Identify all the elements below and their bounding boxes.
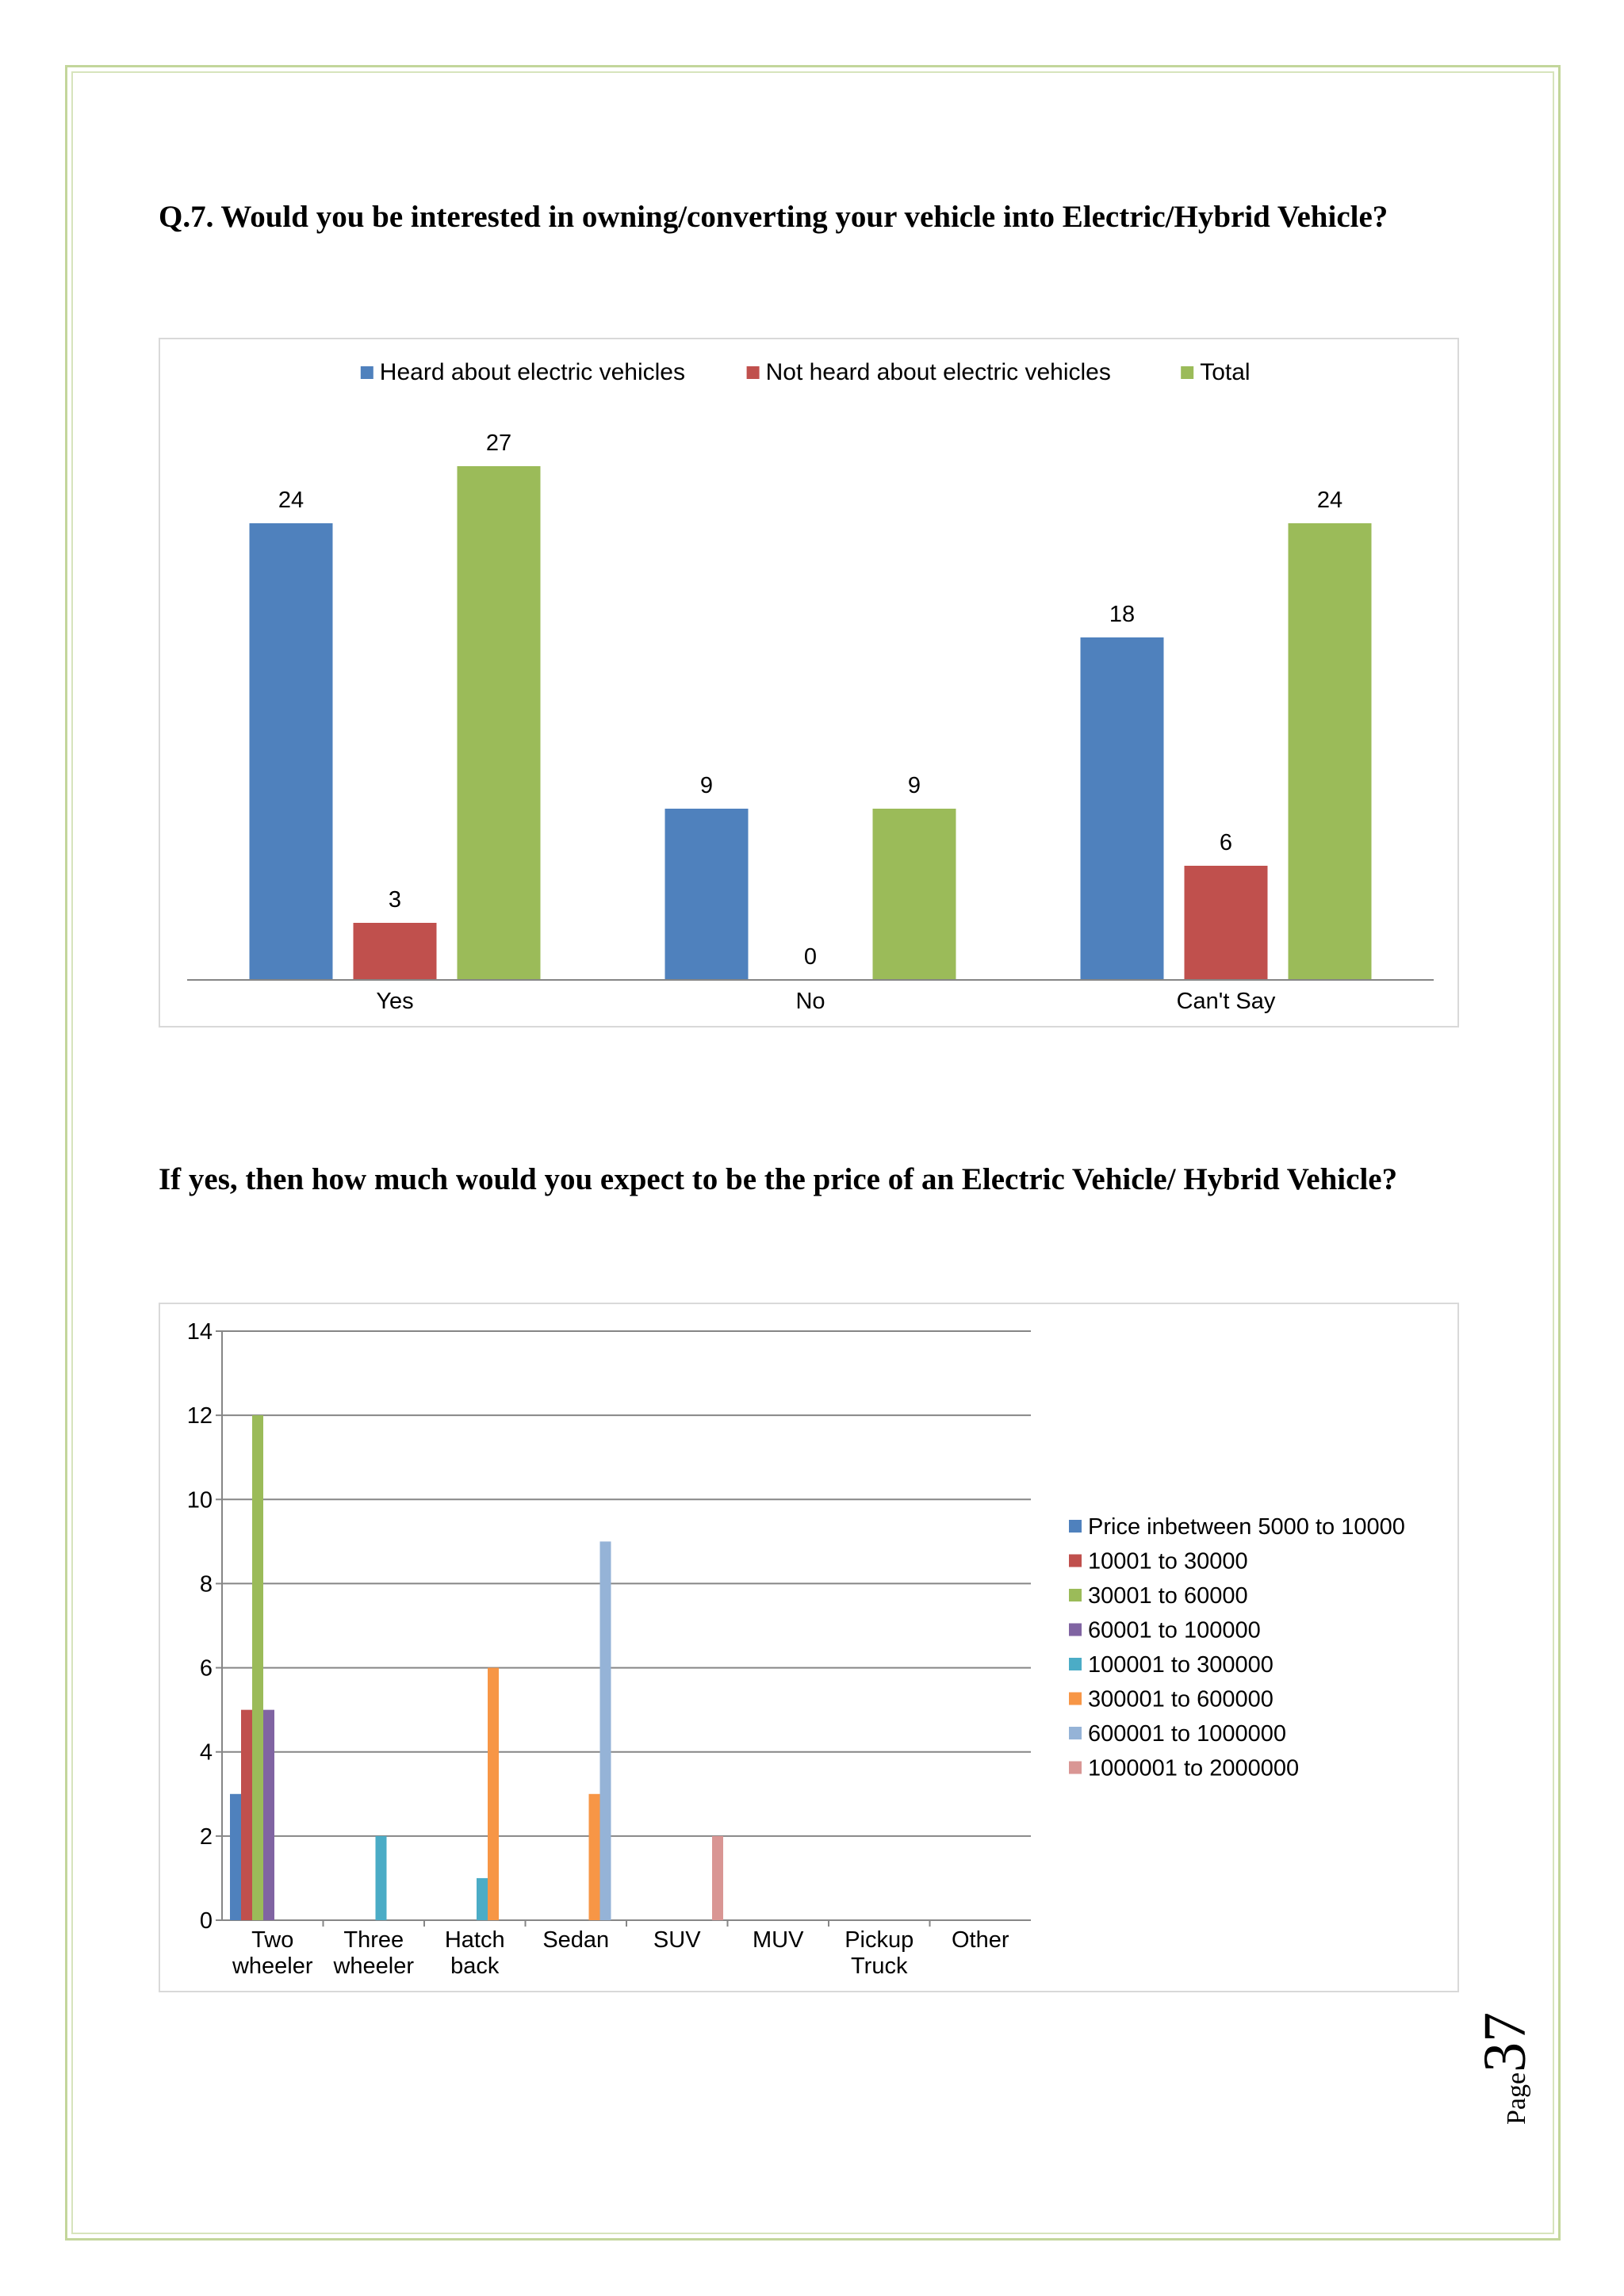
category-label-suv (653, 1927, 701, 1953)
legend-swatch-100001-to-300000 (1069, 1658, 1082, 1670)
bar-yes-not-heard-about-electric-vehicles (354, 923, 437, 980)
legend-label-60001-to-100000: 60001 to 100000 (1088, 1617, 1261, 1644)
y-tick-label-8: 8 (199, 1571, 213, 1598)
bar-two-wheeler-10001-to-30000 (241, 1710, 252, 1920)
legend-label-30001-to-60000: 30001 to 60000 (1088, 1583, 1248, 1609)
legend-label-heard-about-electric-vehicles: Heard about electric vehicles (379, 359, 686, 385)
bar-hatch-back-100001-to-300000 (477, 1878, 488, 1920)
legend-swatch-60001-to-100000 (1069, 1624, 1082, 1636)
data-label-can-t-say-heard-about-electric-vehicles: 18 (1109, 602, 1136, 627)
legend-swatch-price-inbetween-5000-to-10000 (1069, 1520, 1082, 1533)
category-label-line: wheeler (333, 1954, 415, 1979)
y-tick-label-4: 4 (199, 1739, 213, 1766)
q7-chart (159, 338, 1459, 1027)
legend-label-10001-to-30000: 10001 to 30000 (1088, 1548, 1248, 1575)
category-label-line: Hatch (444, 1927, 505, 1953)
data-label-no-heard-about-electric-vehicles: 9 (699, 773, 714, 798)
category-label-muv (753, 1927, 804, 1953)
category-label-line: Three (343, 1927, 404, 1953)
category-label-line: SUV (653, 1927, 701, 1953)
bar-can-t-say-heard-about-electric-vehicles (1081, 637, 1164, 980)
category-label-line: Sedan (542, 1927, 610, 1953)
legend-swatch-300001-to-600000 (1069, 1693, 1082, 1705)
legend-label-300001-to-600000: 300001 to 600000 (1088, 1686, 1274, 1712)
y-tick-label-2: 2 (199, 1823, 213, 1850)
legend-swatch-1000001-to-2000000 (1069, 1762, 1082, 1774)
legend-swatch-total (1181, 366, 1193, 379)
bar-three-wheeler-100001-to-300000 (376, 1836, 387, 1920)
bar-hatch-back-300001-to-600000 (488, 1668, 499, 1920)
legend-swatch-10001-to-30000 (1069, 1555, 1082, 1567)
legend-label-total: Total (1200, 359, 1251, 385)
category-label-other (952, 1927, 1009, 1953)
bar-two-wheeler-30001-to-60000 (252, 1415, 263, 1920)
category-label-line: Truck (851, 1954, 908, 1979)
data-label-no-total: 9 (907, 773, 921, 798)
category-label-yes: Yes (376, 989, 414, 1014)
y-tick-label-12: 12 (186, 1403, 213, 1429)
bar-yes-total (458, 466, 541, 980)
data-label-no-not-heard-about-electric-vehicles: 0 (803, 944, 818, 970)
price-chart (159, 1303, 1459, 1992)
legend-swatch-30001-to-60000 (1069, 1589, 1082, 1601)
legend-swatch-not-heard-about-electric-vehicles (747, 366, 760, 379)
category-label-no: No (795, 989, 825, 1014)
category-label-line: Other (951, 1927, 1009, 1953)
bar-suv-1000001-to-2000000 (712, 1836, 723, 1920)
legend-label-100001-to-300000: 100001 to 300000 (1088, 1652, 1274, 1678)
category-label-line: Two (251, 1927, 294, 1953)
bar-sedan-600001-to-1000000 (600, 1541, 611, 1920)
legend-swatch-heard-about-electric-vehicles (361, 366, 373, 379)
category-label-two-wheeler (232, 1927, 313, 1979)
category-label-line: MUV (753, 1927, 804, 1953)
bar-can-t-say-not-heard-about-electric-vehicles (1185, 866, 1268, 980)
legend-label-600001-to-1000000: 600001 to 1000000 (1088, 1721, 1286, 1747)
q7-question: Q.7. Would you be interested in owning/converting your vehicle into Electric/Hybrid Vehicle? (159, 200, 1388, 234)
y-tick-label-0: 0 (199, 1908, 213, 1934)
category-label-hatch-back (445, 1927, 505, 1979)
category-label-sedan (542, 1927, 609, 1953)
page-number (1467, 1982, 1624, 2125)
legend-label-not-heard-about-electric-vehicles: Not heard about electric vehicles (765, 359, 1111, 385)
category-label-line: wheeler (232, 1954, 313, 1979)
bar-two-wheeler-60001-to-100000 (263, 1710, 274, 1920)
category-label-line: Pickup (845, 1927, 914, 1953)
bar-can-t-say-total (1289, 523, 1372, 980)
price-question: If yes, then how much would you expect to be the price of an Electric Vehicle/ Hybrid Vehicle? (159, 1162, 1398, 1196)
y-tick-label-6: 6 (199, 1655, 213, 1682)
page-digits: 37 (1472, 2011, 1538, 2072)
bar-yes-heard-about-electric-vehicles (250, 523, 333, 980)
bar-no-heard-about-electric-vehicles (665, 809, 749, 980)
legend-swatch-600001-to-1000000 (1069, 1727, 1082, 1739)
bar-sedan-300001-to-600000 (589, 1794, 600, 1920)
y-tick-label-10: 10 (186, 1487, 213, 1513)
category-label-line: back (450, 1954, 500, 1979)
bar-two-wheeler-price-inbetween-5000-to-10000 (230, 1794, 241, 1920)
bar-no-total (873, 809, 956, 980)
legend-label-1000001-to-2000000: 1000001 to 2000000 (1088, 1755, 1300, 1781)
legend-label-price-inbetween-5000-to-10000: Price inbetween 5000 to 10000 (1088, 1514, 1405, 1540)
category-label-pickup-truck (845, 1927, 914, 1979)
data-label-yes-heard-about-electric-vehicles: 24 (278, 488, 304, 513)
data-label-can-t-say-not-heard-about-electric-vehicles: 6 (1219, 830, 1233, 855)
category-label-three-wheeler (332, 1927, 414, 1979)
y-tick-label-14: 14 (186, 1319, 213, 1345)
price-chart-svg (160, 1304, 1461, 1994)
page-word: Page (1502, 2072, 1531, 2125)
data-label-can-t-say-total: 24 (1316, 488, 1343, 513)
data-label-yes-total: 27 (485, 430, 512, 456)
data-label-yes-not-heard-about-electric-vehicles: 3 (388, 887, 402, 913)
category-label-can-t-say: Can't Say (1176, 989, 1276, 1014)
q7-chart-svg (160, 339, 1461, 1029)
